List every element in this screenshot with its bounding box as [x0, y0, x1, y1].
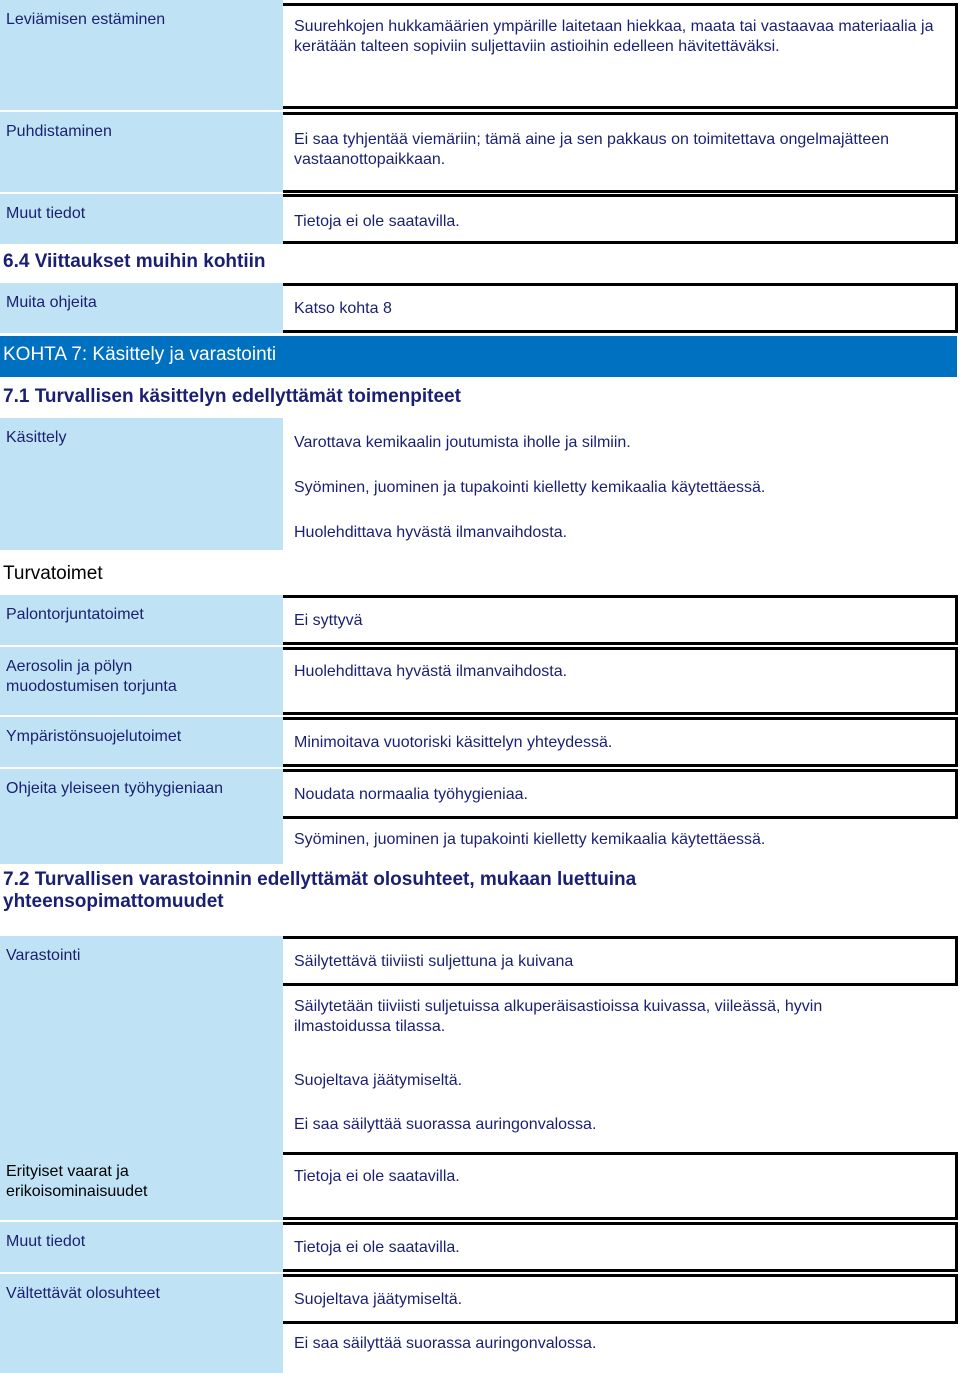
- row-text: Huolehdittava hyvästä ilmanvaihdosta.: [294, 524, 568, 541]
- label-cell: [0, 769, 283, 864]
- row-text: Katso kohta 8: [294, 300, 392, 317]
- row-text: Suojeltava jäätymiseltä.: [294, 1291, 463, 1308]
- row-label: Palontorjuntatoimet: [6, 606, 144, 623]
- label-cell: [0, 1152, 283, 1220]
- label-cell: [0, 194, 283, 244]
- label-cell: [0, 418, 283, 550]
- label-cell: [0, 0, 283, 110]
- label-cell: [0, 112, 283, 192]
- row-text: Säilytetään tiiviisti suljetuissa alkuperäisastioissa kuivassa, viileässä, hyvin ilmastoidussa tilassa.: [294, 998, 823, 1035]
- row-text: Ei saa säilyttää suorassa auringonvalossa.: [294, 1335, 597, 1352]
- value-box: [283, 595, 958, 645]
- row-text: Suojeltava jäätymiseltä.: [294, 1072, 463, 1089]
- label-cell: [0, 936, 283, 1158]
- subsection-heading: 6.4 Viittaukset muihin kohtiin: [3, 251, 266, 272]
- row-label: Erityiset vaarat ja erikoisominaisuudet: [6, 1163, 148, 1200]
- row-text: Tietoja ei ole saatavilla.: [294, 1239, 460, 1256]
- row-label: Käsittely: [6, 429, 67, 446]
- row-label: Varastointi: [6, 947, 81, 964]
- section-banner-title: KOHTA 7: Käsittely ja varastointi: [3, 344, 277, 365]
- row-label: Aerosolin ja pölyn muodostumisen torjunta: [6, 658, 177, 695]
- row-text: Huolehdittava hyvästä ilmanvaihdosta.: [294, 663, 568, 680]
- row-text: Varottava kemikaalin joutumista iholle ja silmiin.: [294, 434, 631, 451]
- row-text: Säilytettävä tiiviisti suljettuna ja kuivana: [294, 953, 574, 970]
- row-label: Leviämisen estäminen: [6, 11, 166, 28]
- row-text: Tietoja ei ole saatavilla.: [294, 1168, 460, 1185]
- row-text: Noudata normaalia työhygieniaa.: [294, 786, 528, 803]
- row-text: Suurehkojen hukkamäärien ympärille laitetaan hiekkaa, maata tai vastaavaa materiaalia ja kerätään talteen sopiviin suljettaviin astioihin edelleen hävitettäväksi.: [294, 18, 934, 55]
- row-text: Syöminen, juominen ja tupakointi kielletty kemikaalia käytettäessä.: [294, 831, 766, 848]
- row-text: Syöminen, juominen ja tupakointi kielletty kemikaalia käytettäessä.: [294, 479, 766, 496]
- row-label: Muut tiedot: [6, 205, 86, 222]
- row-label: Vältettävät olosuhteet: [6, 1285, 160, 1302]
- row-label: Ympäristönsuojelutoimet: [6, 728, 182, 745]
- label-cell: [0, 283, 283, 333]
- row-label: Muita ohjeita: [6, 294, 97, 311]
- row-text: Ei saa tyhjentää viemäriin; tämä aine ja sen pakkaus on toimitettava ongelmajätteen vastaanottopaikkaan.: [294, 131, 890, 168]
- label-cell: [0, 717, 283, 767]
- row-label: Muut tiedot: [6, 1233, 86, 1250]
- row-text: Minimoitava vuotoriski käsittelyn yhteydessä.: [294, 734, 613, 751]
- subsection-heading: 7.1 Turvallisen käsittelyn edellyttämät toimenpiteet: [3, 386, 461, 407]
- row-label: Puhdistaminen: [6, 123, 112, 140]
- row-text: Ei saa säilyttää suorassa auringonvalossa.: [294, 1116, 597, 1133]
- row-text: Tietoja ei ole saatavilla.: [294, 213, 460, 230]
- section-banner: [0, 336, 957, 377]
- group-heading: Turvatoimet: [3, 563, 103, 584]
- row-label: Ohjeita yleiseen työhygieniaan: [6, 780, 224, 797]
- label-cell: [0, 595, 283, 645]
- label-cell: [0, 647, 283, 715]
- row-text: Ei syttyvä: [294, 612, 363, 629]
- label-cell: [0, 1222, 283, 1272]
- label-cell: [0, 1274, 283, 1373]
- subsection-heading: 7.2 Turvallisen varastoinnin edellyttämät olosuhteet, mukaan luettuina yhteensopimattomuudet: [3, 869, 637, 912]
